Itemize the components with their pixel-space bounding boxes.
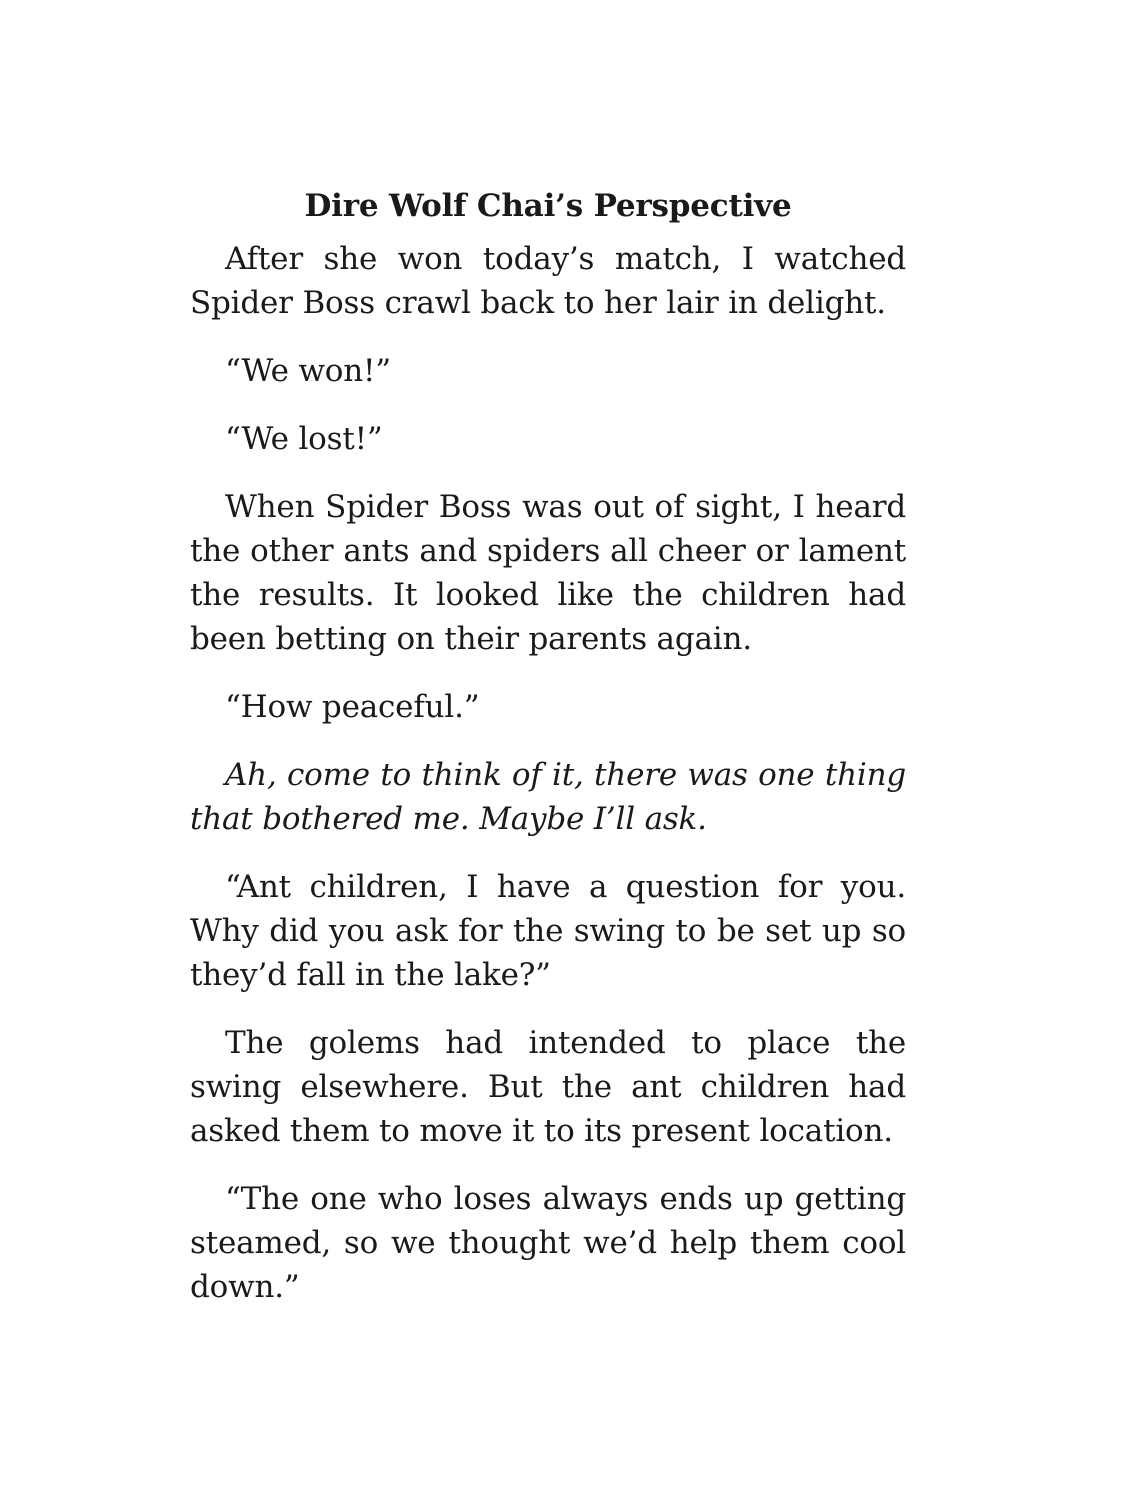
dialogue-paragraph: “How peaceful.” — [225, 689, 480, 725]
paragraph: After she won today’s match, I watched Spider Boss crawl back to her lair in delight. — [190, 241, 906, 321]
dialogue-paragraph: “We lost!” — [225, 421, 383, 457]
paragraph: When Spider Boss was out of sight, I heard the other ants and spiders all cheer or lament the results. It looked like the children had been betting on their parents again. — [190, 489, 906, 657]
dialogue-paragraph: “The one who loses always ends up getting steamed, so we thought we’d help them cool down.” — [190, 1181, 906, 1305]
book-page — [190, 184, 906, 1333]
section-heading: Dire Wolf Chai’s Perspective — [304, 188, 792, 224]
paragraph: The golems had intended to place the swing elsewhere. But the ant children had asked them to move it to its present location. — [190, 1025, 906, 1149]
dialogue-paragraph: “Ant children, I have a question for you. Why did you ask for the swing to be set up so they’d fall in the lake?” — [190, 869, 906, 993]
dialogue-paragraph: “We won!” — [225, 353, 391, 389]
inner-thought-paragraph: Ah, come to think of it, there was one thing that bothered me. Maybe I’ll ask. — [190, 757, 906, 837]
